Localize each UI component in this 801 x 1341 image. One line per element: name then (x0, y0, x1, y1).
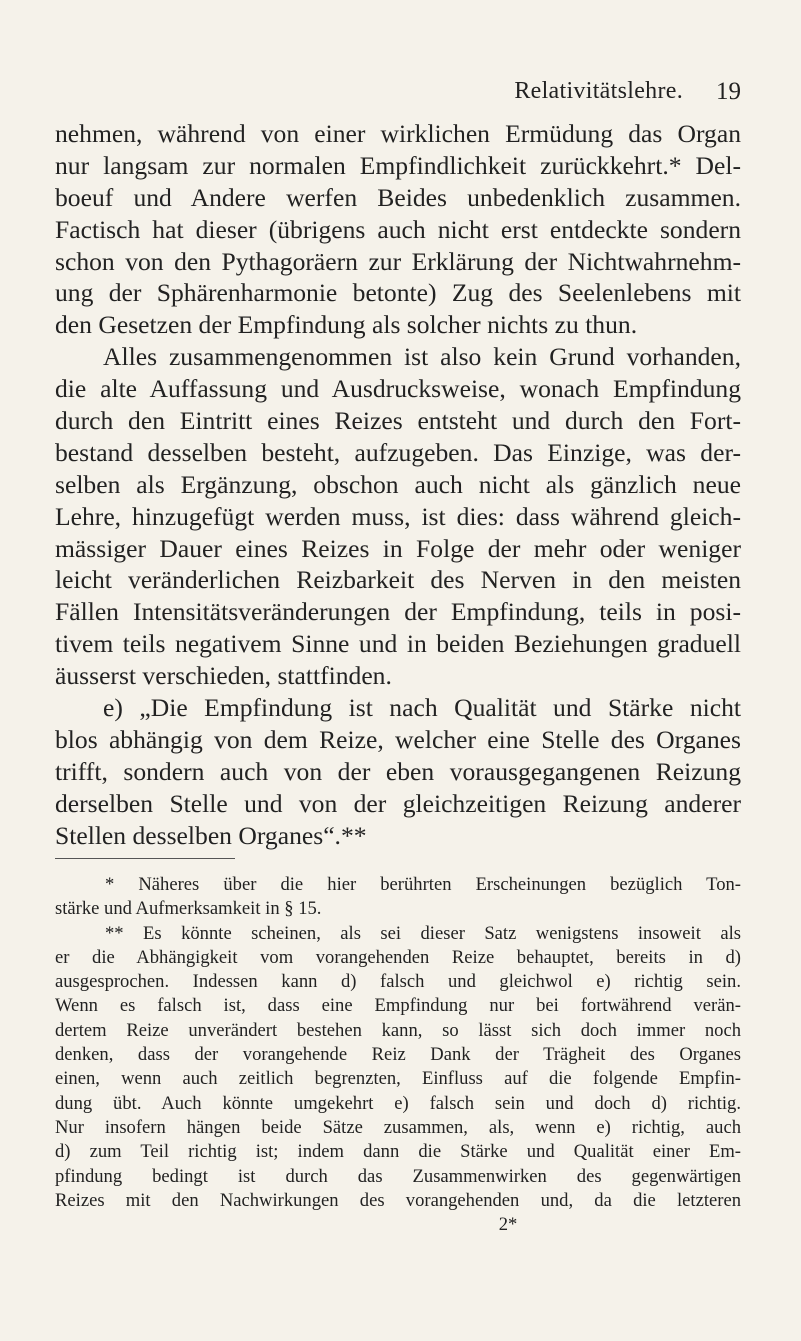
footnote-line: Reizes mit den Nachwirkungen des vorangehenden und, da die letzteren (55, 1189, 741, 1211)
running-title: Relativitätslehre. (514, 78, 683, 104)
text-line: e) „Die Empfindung ist nach Qualität und Stärke nicht (103, 693, 741, 723)
text-line: selben als Ergänzung, obschon auch nicht als gänzlich neue (55, 469, 741, 499)
text-line: boeuf und Andere werfen Beides unbedenklich zusammen. (55, 182, 741, 212)
text-line: derselben Stelle und von der gleichzeitigen Reizung anderer (55, 788, 741, 818)
footnote-line: d) zum Teil richtig ist; indem dann die Stärke und Qualität einer Em- (55, 1141, 741, 1163)
footnote-line: dung übt. Auch könnte umgekehrt e) falsch sein und doch d) richtig. (55, 1092, 741, 1114)
text-line: ung der Sphärenharmonie betonte) Zug des Seelenlebens mit (55, 278, 741, 308)
footnote-line: stärke und Aufmerksamkeit in § 15. (55, 898, 322, 920)
footnote-line: denken, dass der vorangehende Reiz Dank der Trägheit des Organes (55, 1044, 741, 1066)
text-line: die alte Auffassung und Ausdrucksweise, wonach Empfindung (55, 374, 741, 404)
main-text (55, 118, 741, 851)
footnote-rule (55, 858, 235, 859)
page-number: 19 (716, 78, 741, 105)
footnote-line: dertem Reize unverändert bestehen kann, so lässt sich doch immer noch (55, 1019, 741, 1041)
footnote-line: Nur insofern hängen beide Sätze zusammen, als, wenn e) richtig, auch (55, 1116, 741, 1138)
text-line: Lehre, hinzugefügt werden muss, ist dies: dass während gleich- (55, 501, 741, 531)
text-line: Factisch hat dieser (übrigens auch nicht erst entdeckte sondern (55, 214, 741, 244)
footnotes (55, 873, 741, 1237)
text-line: durch den Eintritt eines Reizes entsteht und durch den Fort- (55, 406, 741, 436)
footnote-line: er die Abhängigkeit vom vorangehenden Reize behauptet, bereits in d) (55, 946, 741, 968)
text-line: mässiger Dauer eines Reizes in Folge der mehr oder weniger (55, 533, 741, 563)
running-head (55, 78, 741, 108)
footnote-line: pfindung bedingt ist durch das Zusammenwirken des gegenwärtigen (55, 1165, 741, 1187)
signature-mark: 2* (498, 1214, 518, 1236)
text-line: tivem teils negativem Sinne und in beiden Beziehungen graduell (55, 629, 741, 659)
text-line: nur langsam zur normalen Empfindlichkeit zurückkehrt.* Del- (55, 150, 741, 180)
text-line: Alles zusammengenommen ist also kein Grund vorhanden, (103, 342, 741, 372)
text-line: den Gesetzen der Empfindung als solcher nichts zu thun. (55, 310, 638, 340)
footnote-line: * Näheres über die hier berührten Erscheinungen bezüglich Ton- (105, 874, 741, 895)
text-line: Stellen desselben Organes“.** (55, 820, 367, 850)
text-line: leicht veränderlichen Reizbarkeit des Nerven in den meisten (55, 565, 741, 595)
text-line: bestand desselben besteht, aufzugeben. Das Einzige, was der- (55, 437, 741, 467)
footnote-line: einen, wenn auch zeitlich begrenzten, Einfluss auf die folgende Empfin- (55, 1068, 741, 1090)
text-line: trifft, sondern auch von der eben vorausgegangenen Reizung (55, 756, 741, 786)
text-line: blos abhängig von dem Reize, welcher eine Stelle des Organes (55, 724, 741, 754)
footnote-line: ausgesprochen. Indessen kann d) falsch und gleichwol e) richtig sein. (55, 971, 741, 993)
text-line: äusserst verschieden, stattfinden. (55, 661, 392, 691)
footnote-line: ** Es könnte scheinen, als sei dieser Satz wenigstens insoweit als (105, 922, 741, 944)
text-line: Fällen Intensitätsveränderungen der Empfindung, teils in posi- (55, 597, 741, 627)
footnote-line: Wenn es falsch ist, dass eine Empfindung nur bei fortwährend verän- (55, 995, 741, 1017)
text-line: nehmen, während von einer wirklichen Ermüdung das Organ (55, 119, 741, 148)
text-line: schon von den Pythagoräern zur Erklärung der Nichtwahrnehm- (55, 246, 741, 276)
